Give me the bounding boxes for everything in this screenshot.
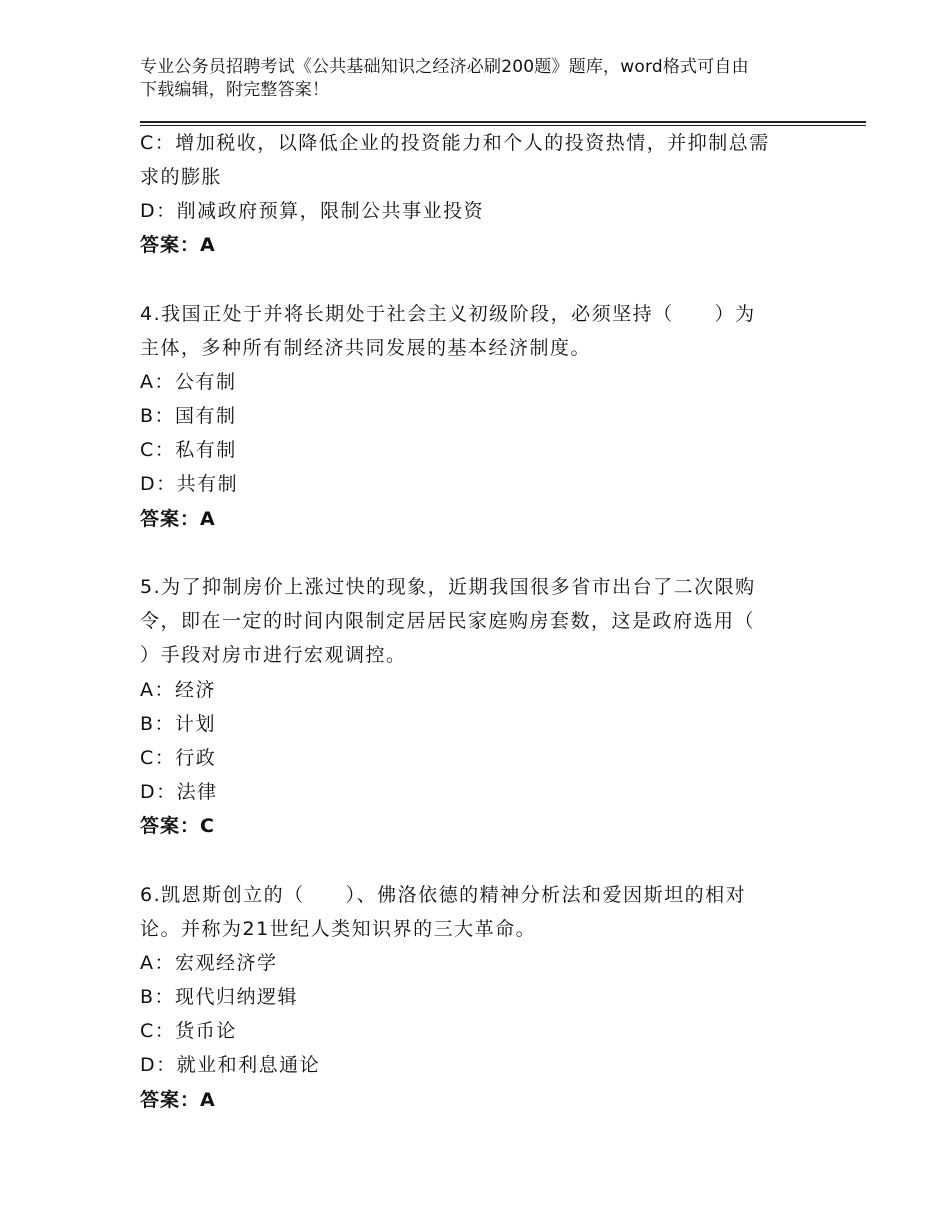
header-rule-thin (140, 125, 866, 126)
q6-stem-line1: 6.凯恩斯创立的（ ）、佛洛依德的精神分析法和爱因斯坦的相对 (140, 884, 747, 906)
q5-option-a: A：经济 (140, 679, 216, 701)
header-line-1: 专业公务员招聘考试《公共基础知识之经济必刷200题》题库，word格式可自由 (140, 57, 749, 77)
q5-option-d: D：法律 (140, 781, 218, 803)
q5-option-c: C：行政 (140, 747, 217, 769)
q4-option-b: B：国有制 (140, 405, 237, 427)
q4-stem-line1: 4.我国正处于并将长期处于社会主义初级阶段，必须坚持（ ）为 (140, 303, 756, 325)
q5-stem-line2: 令，即在一定的时间内限制定居居民家庭购房套数，这是政府选用（ (140, 610, 756, 632)
q6-option-d: D：就业和利息通论 (140, 1054, 321, 1076)
q3-option-d: D：削减政府预算，限制公共事业投资 (140, 200, 485, 222)
q6-option-c: C：货币论 (140, 1020, 237, 1042)
header-rule-thick (140, 121, 866, 123)
q4-option-d: D：共有制 (140, 473, 239, 495)
q6-answer: 答案：A (140, 1089, 216, 1111)
q3-option-c-line1: C：增加税收，以降低企业的投资能力和个人的投资热情，并抑制总需 (140, 132, 770, 154)
q3-answer: 答案：A (140, 234, 216, 256)
q5-answer: 答案：C (140, 815, 215, 837)
document-header (140, 56, 810, 102)
q4-option-a: A：公有制 (140, 371, 237, 393)
q4-stem-line2: 主体，多种所有制经济共同发展的基本经济制度。 (140, 337, 592, 359)
q3-option-c-line2: 求的膨胀 (140, 166, 223, 188)
q4-answer: 答案：A (140, 508, 216, 530)
q5-stem-line3: ）手段对房市进行宏观调控。 (140, 644, 407, 666)
q6-stem-line2: 论。并称为21世纪人类知识界的三大革命。 (140, 918, 537, 940)
q6-option-b: B：现代归纳逻辑 (140, 986, 299, 1008)
q5-stem-line1: 5.为了抑制房价上涨过快的现象，近期我国很多省市出台了二次限购 (140, 576, 756, 598)
q6-option-a: A：宏观经济学 (140, 952, 278, 974)
q5-option-b: B：计划 (140, 713, 217, 735)
q4-option-c: C：私有制 (140, 439, 237, 461)
header-line-2: 下载编辑，附完整答案！ (140, 80, 330, 100)
